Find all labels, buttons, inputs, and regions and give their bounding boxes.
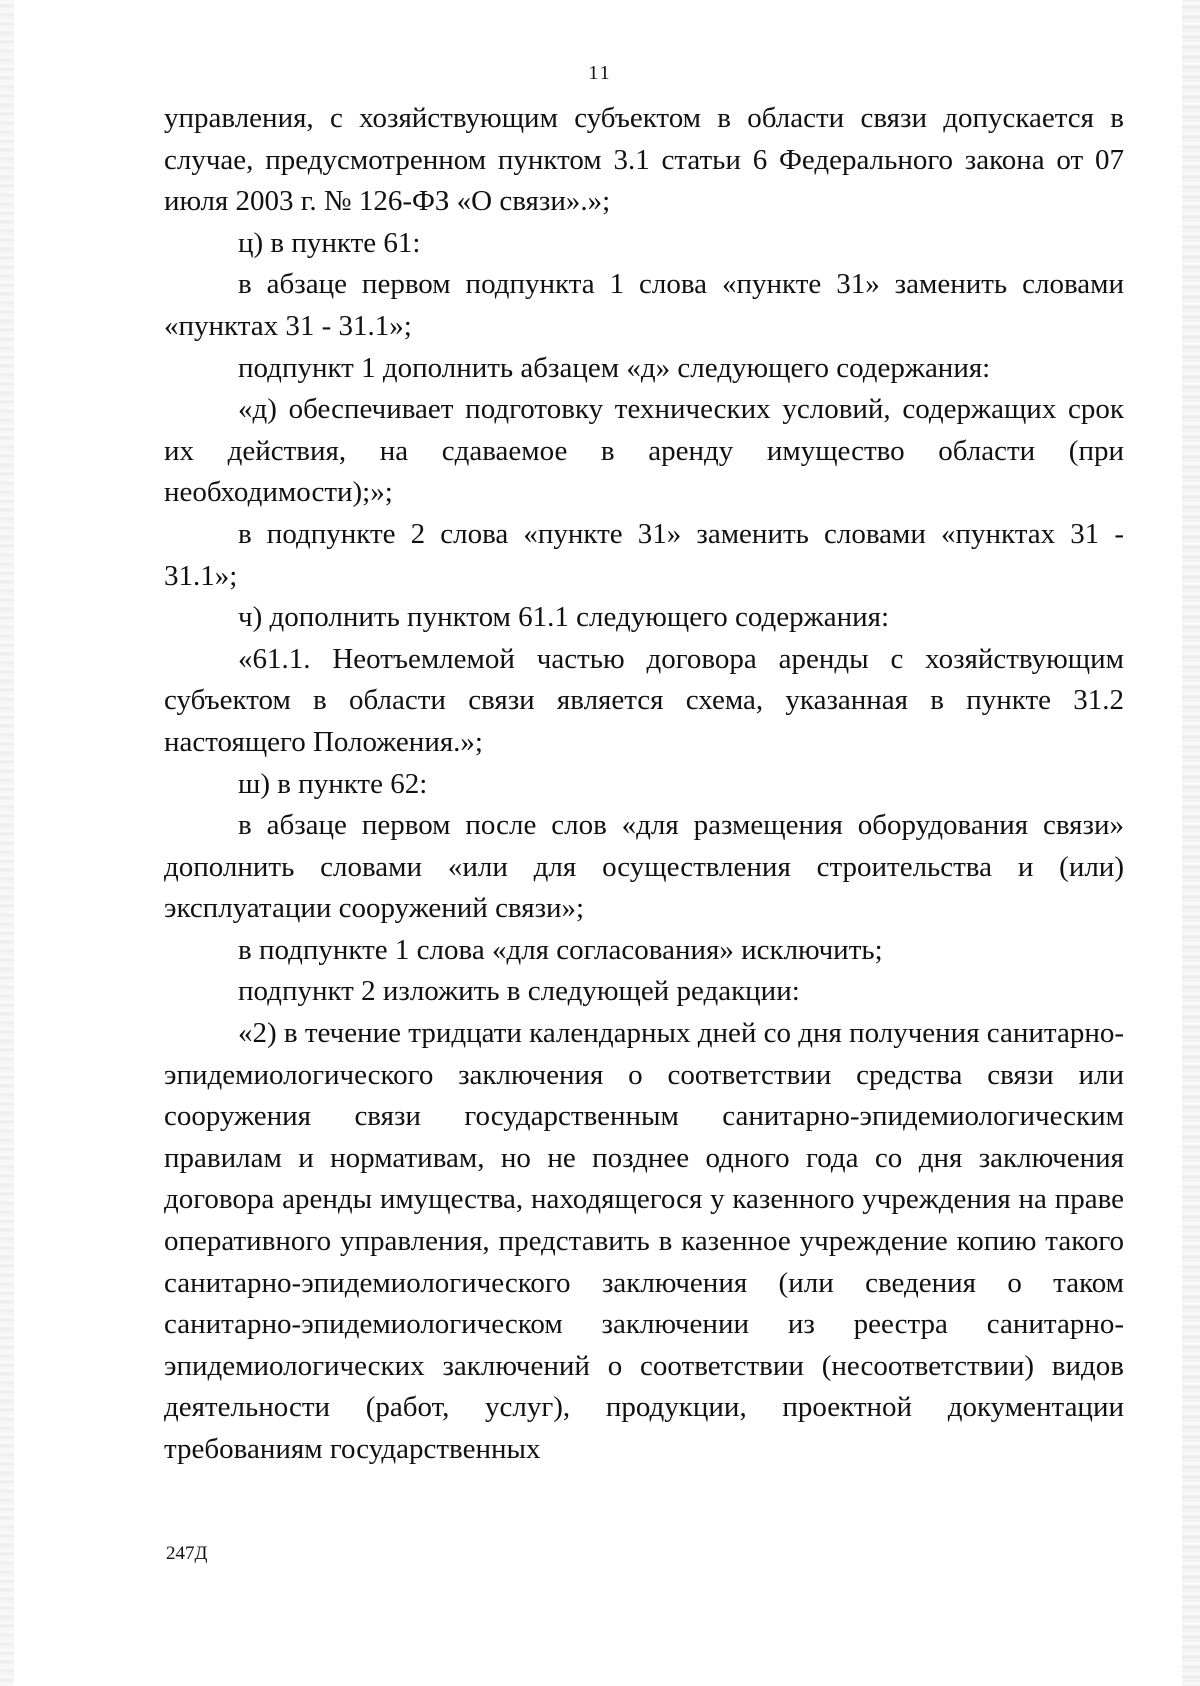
- paragraph: «61.1. Неотъемлемой частью договора аренды с хозяйствующим субъектом в области связи является схема, указанная в пункте 31.2 настоящего Положения.»;: [164, 642, 1124, 758]
- paragraph: подпункт 1 дополнить абзацем «д» следующего содержания:: [238, 351, 991, 384]
- paragraph-item-ch: ч) дополнить пунктом 61.1 следующего содержания:: [238, 601, 890, 634]
- paragraph-item-sh: ш) в пункте 62:: [238, 767, 428, 800]
- document-body: [164, 98, 1124, 1471]
- paragraph: «д) обеспечивает подготовку технических условий, содержащих срок их действия, на сдаваемое в аренду имущество области (при необходимости);»;: [164, 393, 1124, 509]
- paragraph: подпункт 2 изложить в следующей редакции:: [238, 975, 800, 1008]
- scan-edge-right: [1182, 0, 1200, 1686]
- paragraph: «2) в течение тридцати календарных дней со дня получения санитарно-эпидемиологического заключения о соответствии средства связи или сооружения связи государственным санитарно-эпидемиологическим правилам и нормативам, но не позднее одного года со дня заключения договора аренды имущества, находящегося у казенного учреждения на праве оперативного управления, представить в казенное учреждение копию такого санитарно-эпидемиологического заключения (или сведения о таком санитарно-эпидемиологическом заключении из реестра санитарно-эпидемиологических заключений о соответствии (несоответствии) видов деятельности (работ, услуг), продукции, проектной документации требованиям государственных: [164, 1017, 1125, 1465]
- page-number: 11: [588, 62, 612, 84]
- paragraph: в подпункте 1 слова «для согласования» исключить;: [238, 933, 883, 966]
- paragraph-continuation: управления, с хозяйствующим субъектом в области связи допускается в случае, предусмотренном пунктом 3.1 статьи 6 Федерального закона от 07 июля 2003 г. № 126-ФЗ «О связи».»;: [164, 102, 1124, 218]
- paragraph: в абзаце первом после слов «для размещения оборудования связи» дополнить словами «или для осуществления строительства и (или) эксплуатации сооружений связи»;: [164, 809, 1124, 925]
- paragraph-item-ts: ц) в пункте 61:: [238, 226, 421, 259]
- paragraph: в подпункте 2 слова «пункте 31» заменить словами «пунктах 31 - 31.1»;: [164, 517, 1124, 592]
- scan-edge-left: [0, 0, 14, 1686]
- paragraph: в абзаце первом подпункта 1 слова «пункте 31» заменить словами «пунктах 31 - 31.1»;: [164, 268, 1124, 342]
- document-code: 247Д: [166, 1543, 208, 1564]
